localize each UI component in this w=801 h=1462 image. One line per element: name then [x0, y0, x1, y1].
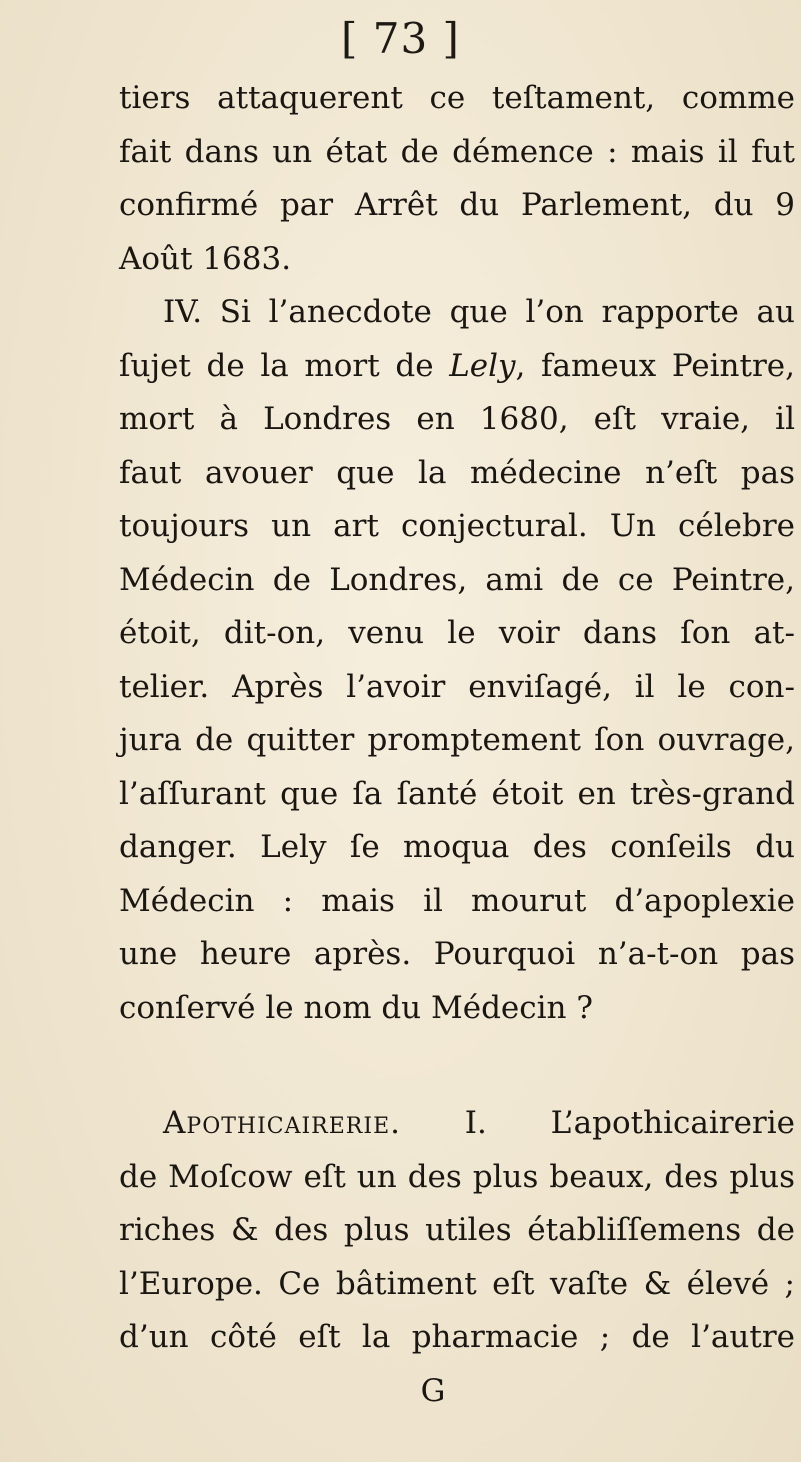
paragraph-gap	[119, 1035, 795, 1097]
section-heading: Apothicairerie.	[163, 1105, 401, 1141]
text-line: fait dans un état de démence : mais il fut	[119, 133, 795, 170]
text-line: conſervé le nom du Médecin ?	[119, 989, 593, 1026]
text-line: jura de quitter promptement ſon ouvrage,	[119, 722, 795, 758]
text-line: l’aſſurant que ſa ſanté étoit en très-grand	[119, 775, 795, 812]
text-line: telier. Après l’avoir enviſagé, il le con-	[119, 668, 795, 705]
text-line: de Moſcow eſt un des plus beaux, des plus	[119, 1158, 795, 1195]
text-line: IV. Si l’anecdote que l’on rapporte au	[163, 294, 795, 330]
text-line: faut avouer que la médecine n’eſt pas	[119, 454, 795, 491]
text-line: confirmé par Arrêt du Parlement, du 9	[119, 187, 795, 223]
text-line: riches & des plus utiles établiſſemens de	[119, 1212, 795, 1248]
text-line: d’un côté eſt la pharmacie ; de l’autre	[119, 1319, 795, 1355]
text-line: une heure après. Pourquoi n’a-t-on pas	[119, 936, 795, 972]
signature-mark: G	[420, 1372, 446, 1409]
text-block	[119, 72, 795, 1418]
text-line	[119, 1097, 795, 1151]
text-line: Médecin de Londres, ami de ce Peintre,	[119, 561, 795, 598]
page-number: [ 73 ]	[341, 14, 460, 63]
text-line: Août 1683.	[119, 240, 292, 277]
text-span: , fameux Peintre,	[515, 347, 795, 384]
text-span: ſujet de la mort de	[119, 347, 450, 384]
text-span: I. L’apothicairerie	[400, 1105, 795, 1141]
text-line: danger. Lely ſe moqua des conſeils du	[119, 829, 795, 865]
text-line: Médecin : mais il mourut d’apoplexie	[119, 882, 795, 919]
italic-name: Lely	[449, 347, 516, 384]
text-line: toujours un art conjectural. Un célebre	[119, 508, 795, 544]
text-line	[119, 340, 795, 394]
text-line: tiers attaquerent ce teſtament, comme	[119, 80, 795, 116]
text-line: l’Europe. Ce bâtiment eſt vaſte & élevé ;	[119, 1265, 795, 1302]
text-line: étoit, dit-on, venu le voir dans ſon at-	[119, 615, 795, 651]
text-line: mort à Londres en 1680, eſt vraie, il	[119, 401, 795, 437]
